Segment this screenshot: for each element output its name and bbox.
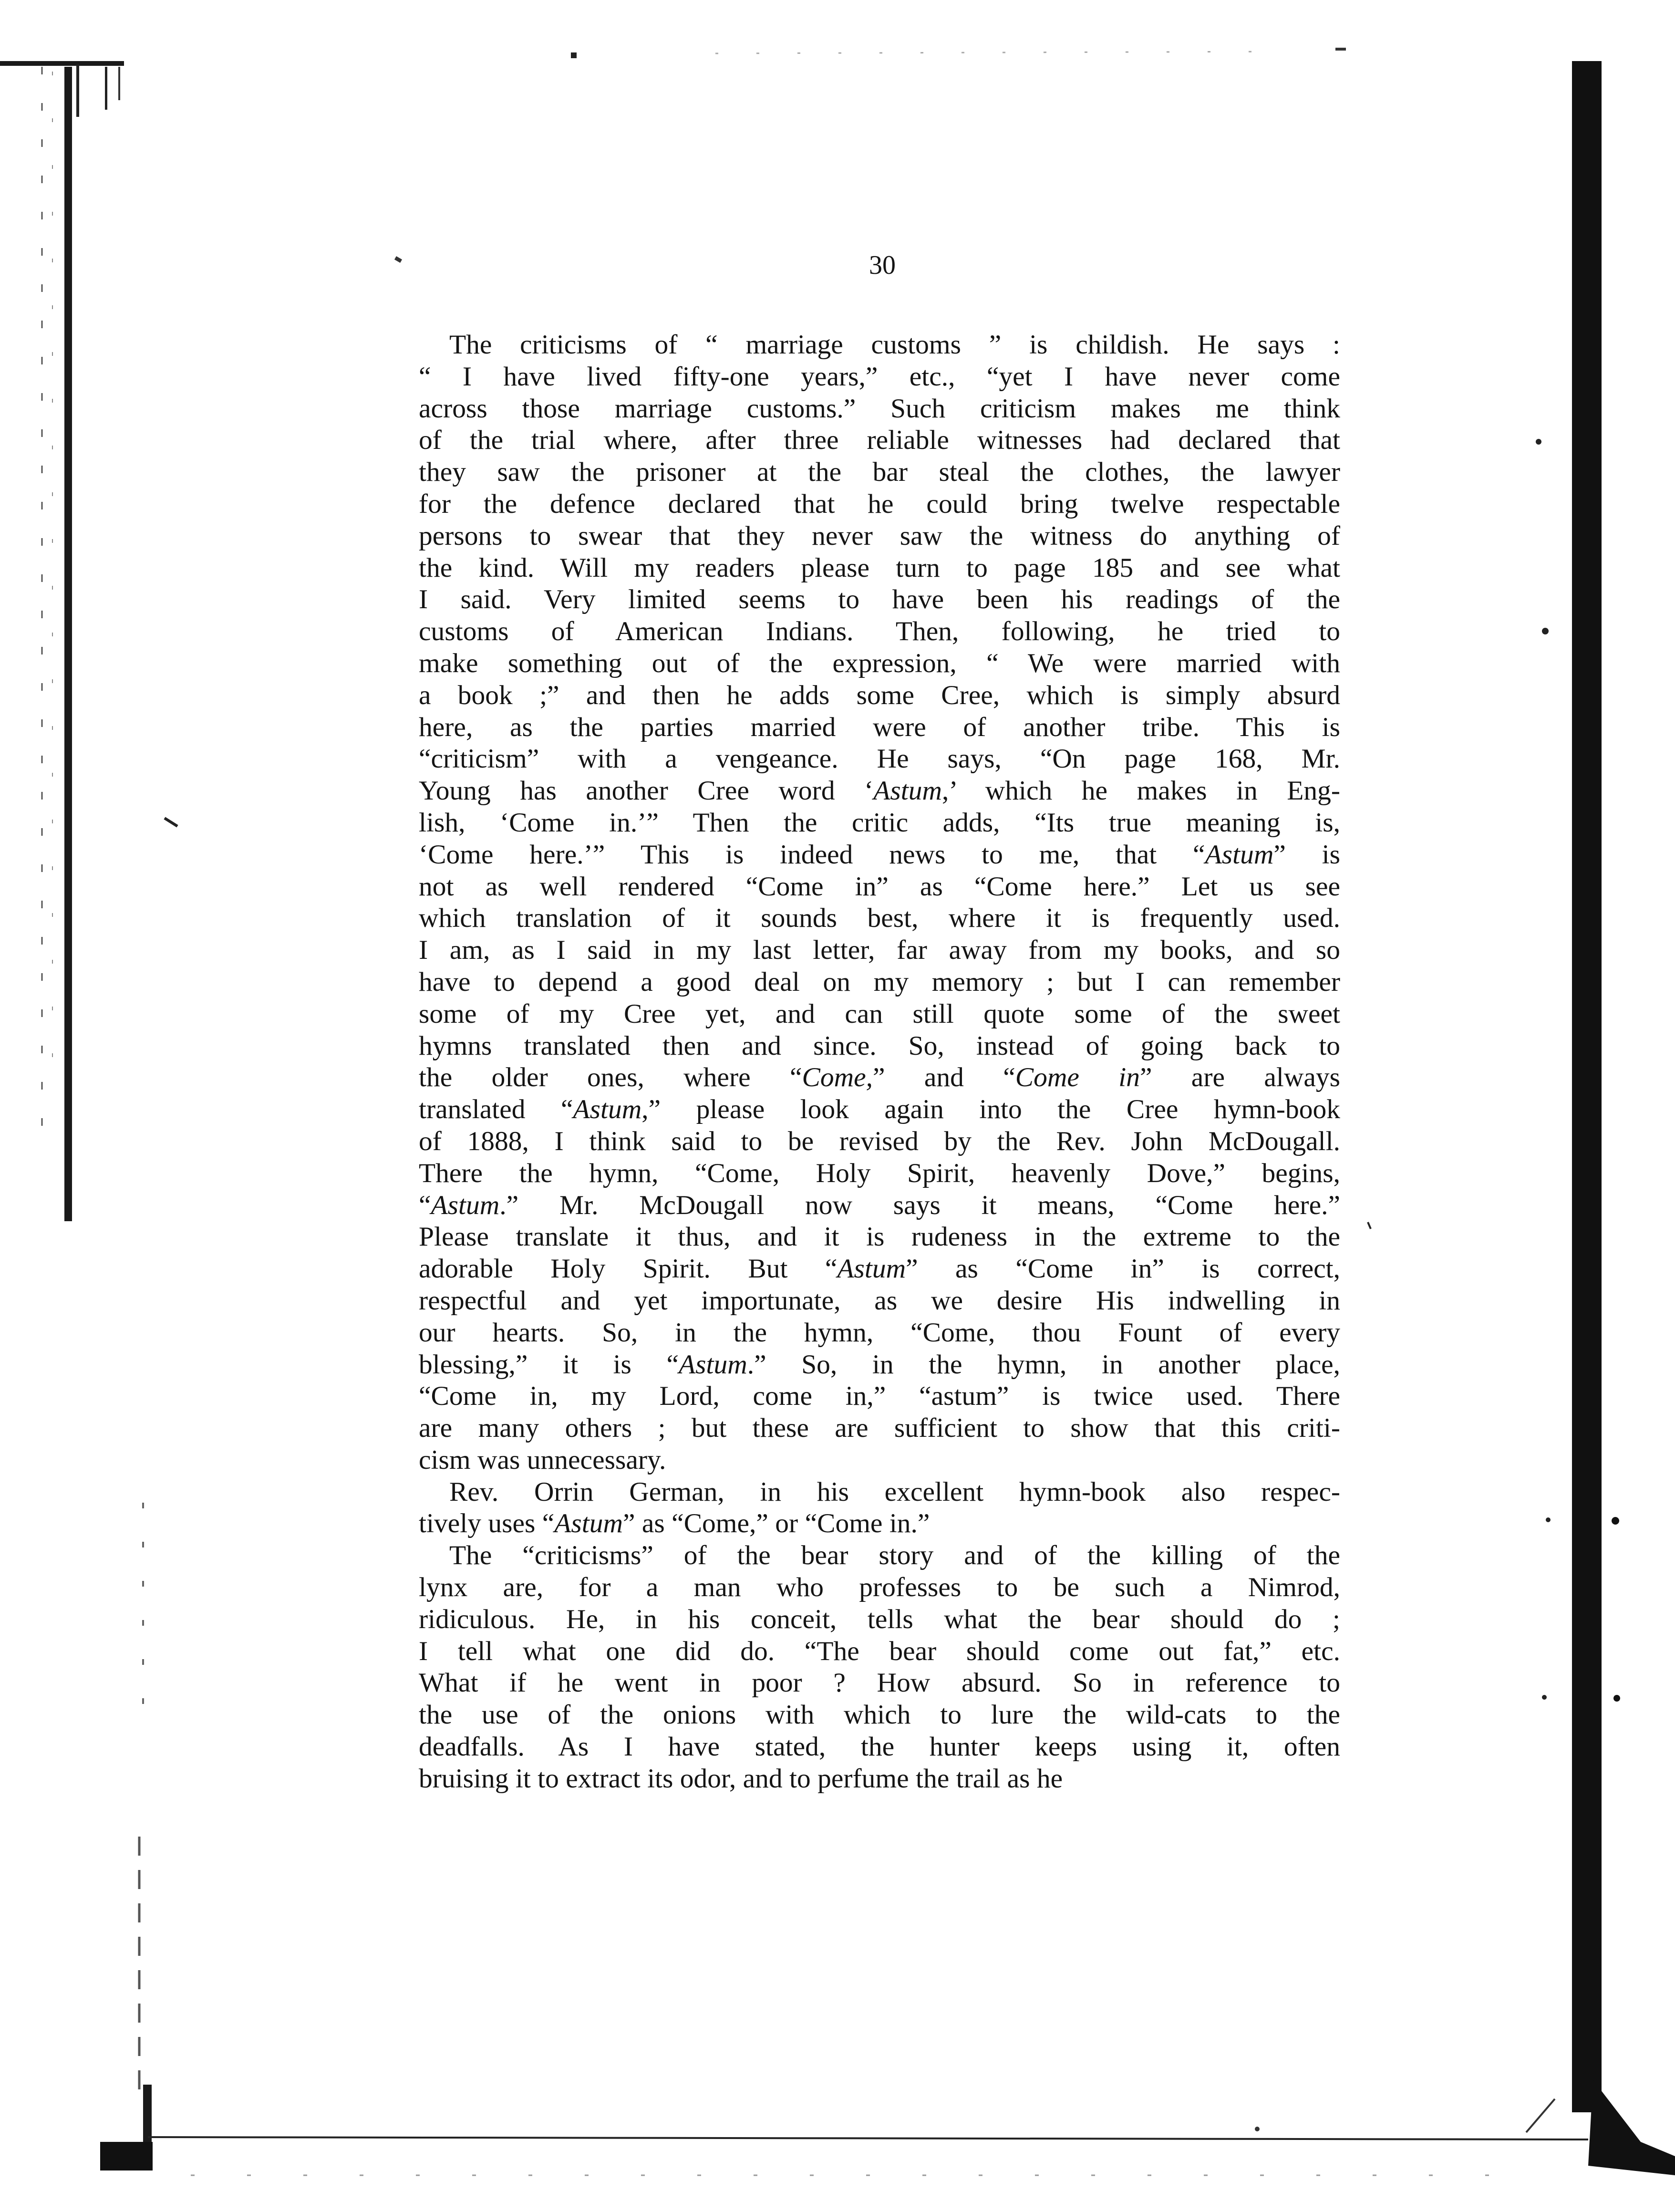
- right-margin-bar: [1572, 61, 1602, 2112]
- body-text: [419, 329, 1340, 1795]
- text-line: What if he went in poor ? How absurd. So in reference to: [419, 1668, 1340, 1698]
- text-line: not as well rendered “Come in” as “Come here.” Let us see: [419, 871, 1340, 902]
- text-line: persons to swear that they never saw the witness do anything of: [419, 520, 1340, 551]
- text-line: ‘Come here.’” This is indeed news to me, that “Astum” is: [419, 839, 1340, 870]
- text-line: the use of the onions with which to lure the wild-cats to the: [419, 1700, 1340, 1730]
- text-line: ridiculous. He, in his conceit, tells what the bear should do ;: [419, 1604, 1340, 1634]
- text-line: adorable Holy Spirit. But “Astum” as “Come in” is correct,: [419, 1254, 1340, 1284]
- text-line: Rev. Orrin German, in his excellent hymn-book also respec-: [449, 1476, 1340, 1507]
- text-line: I am, as I said in my last letter, far away from my books, and so: [419, 935, 1340, 966]
- text-line: the kind. Will my readers please turn to page 185 and see what: [419, 552, 1340, 583]
- text-line: which translation of it sounds best, where it is frequently used.: [419, 903, 1340, 934]
- text-line: translated “Astum,” please look again into the Cree hymn-book: [419, 1094, 1340, 1125]
- text-line: make something out of the expression, “ We were married with: [419, 648, 1340, 678]
- text-line: tively uses “Astum” as “Come,” or “Come in.”: [419, 1508, 930, 1539]
- text-line: “Come in, my Lord, come in,” “astum” is twice used. There: [419, 1381, 1340, 1412]
- text-line: across those marriage customs.” Such criticism makes me think: [419, 393, 1340, 424]
- text-line: the older ones, where “Come,” and “Come in” are always: [419, 1062, 1340, 1093]
- text-line: respectful and yet importunate, as we desire His indwelling in: [419, 1285, 1340, 1316]
- text-line: of 1888, I think said to be revised by the Rev. John McDougall.: [419, 1126, 1340, 1156]
- text-line: I tell what one did do. “The bear should come out fat,” etc.: [419, 1636, 1340, 1666]
- text-line: our hearts. So, in the hymn, “Come, thou Fount of every: [419, 1317, 1340, 1348]
- text-line: customs of American Indians. Then, following, he tried to: [419, 616, 1340, 647]
- top-left-bracket: [0, 61, 124, 66]
- bottom-edge-line: [148, 2137, 1588, 2139]
- text-line: they saw the prisoner at the bar steal the clothes, the lawyer: [419, 457, 1340, 488]
- text-line: lish, ‘Come in.’” Then the critic adds, “Its true meaning is,: [419, 807, 1340, 838]
- text-line: bruising it to extract its odor, and to perfume the trail as he: [419, 1763, 1063, 1794]
- page-number: 30: [869, 250, 896, 280]
- text-line: Young has another Cree word ‘Astum,’ which he makes in Eng-: [419, 776, 1340, 806]
- text-line: lynx are, for a man who professes to be such a Nimrod,: [419, 1572, 1340, 1603]
- text-line: some of my Cree yet, and can still quote some of the sweet: [419, 998, 1340, 1029]
- text-line: The “criticisms” of the bear story and of the killing of the: [449, 1540, 1340, 1571]
- text-line: blessing,” it is “Astum.” So, in the hymn, in another place,: [419, 1349, 1340, 1380]
- text-line: “criticism” with a vengeance. He says, “On page 168, Mr.: [419, 744, 1340, 774]
- text-line: The criticisms of “ marriage customs ” is childish. He says :: [449, 330, 1340, 360]
- bottom-left-block: [100, 2142, 153, 2170]
- left-margin-bar: [64, 67, 72, 1221]
- text-line: Please translate it thus, and it is rudeness in the extreme to the: [419, 1222, 1340, 1252]
- text-line: cism was unnecessary.: [419, 1444, 666, 1475]
- text-line: are many others ; but these are sufficient to show that this criti-: [419, 1413, 1340, 1444]
- text-line: a book ;” and then he adds some Cree, which is simply absurd: [419, 680, 1340, 710]
- text-line: here, as the parties married were of another tribe. This is: [419, 712, 1340, 742]
- text-line: for the defence declared that he could bring twelve respectable: [419, 488, 1340, 519]
- text-line: There the hymn, “Come, Holy Spirit, heavenly Dove,” begins,: [419, 1158, 1340, 1188]
- text-line: hymns translated then and since. So, instead of going back to: [419, 1030, 1340, 1061]
- text-line: have to depend a good deal on my memory ; but I can remember: [419, 966, 1340, 997]
- text-line: “ I have lived fifty-one years,” etc., “yet I have never come: [419, 361, 1340, 392]
- text-line: of the trial where, after three reliable witnesses had declared that: [419, 425, 1340, 456]
- text-line: I said. Very limited seems to have been his readings of the: [419, 584, 1340, 615]
- text-line: deadfalls. As I have stated, the hunter keeps using it, often: [419, 1732, 1340, 1762]
- text-line: “Astum.” Mr. McDougall now says it means, “Come here.”: [419, 1190, 1340, 1220]
